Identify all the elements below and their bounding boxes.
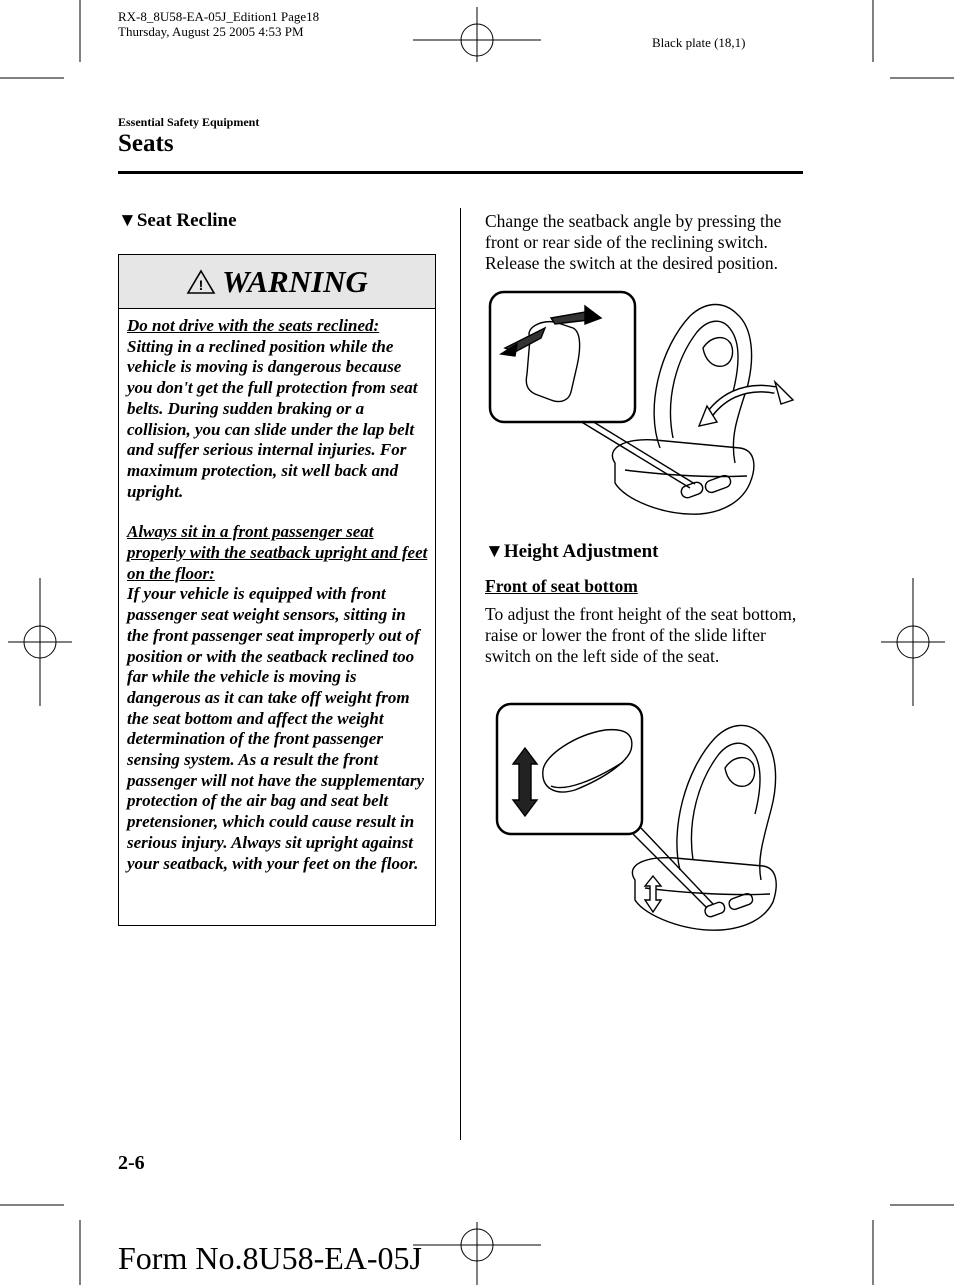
- warning-p2-title: Always sit in a front passenger seat properly with the seatback upright and feet on the floor:: [127, 522, 428, 583]
- plate-label: Black plate (18,1): [652, 35, 746, 50]
- warning-triangle-icon: [186, 269, 216, 295]
- warning-p2-body: If your vehicle is equipped with front passenger seat weight sensors, sitting in the front passenger seat improperly out of position or with the seatback reclined too far while the vehicle is moving is dangerous as it can take off weight from the seat bottom and affect the weight determination of the front passenger sensing system. As a result the front passenger will not have the supplementary protection of the air bag and seat belt pretensioner, which could cause result in serious injury. Always sit upright against your seatback, with your feet on the floor.: [127, 584, 425, 873]
- print-job-info: [118, 9, 319, 39]
- warning-p1-body: Sitting in a reclined position while the vehicle is moving is dangerous because you don't get the full protection from seat belts. During sudden braking or a collision, you can slide under the lap belt and suffer serious internal injuries. For maximum protection, sit well back and upright.: [127, 336, 418, 501]
- warning-title: WARNING: [222, 263, 368, 299]
- height-instructions: To adjust the front height of the seat bottom, raise or lower the front of the slide lifter switch on the left side of the seat.: [485, 604, 797, 666]
- page-title: Seats: [118, 130, 174, 157]
- warning-box: [118, 254, 436, 926]
- warning-header: [119, 255, 435, 309]
- svg-text:!: !: [198, 276, 204, 293]
- seat-recline-heading: [118, 210, 237, 232]
- page-number: 2-6: [118, 1152, 145, 1174]
- section-category: Essential Safety Equipment: [118, 115, 260, 129]
- warning-body: [119, 309, 435, 874]
- front-seat-bottom-subheading: Front of seat bottom: [485, 576, 638, 596]
- triangle-marker-icon: ▼: [485, 541, 504, 562]
- seat-recline-illustration: [485, 288, 805, 520]
- print-job-line1: RX-8_8U58-EA-05J_Edition1 Page18: [118, 9, 320, 24]
- recline-instructions: Change the seatback angle by pressing the front or rear side of the reclining switch. Release the switch at the desired position.: [485, 211, 782, 273]
- warning-paragraph-1: [127, 316, 428, 502]
- height-adjustment-heading: [485, 541, 658, 563]
- form-number: Form No.8U58-EA-05J: [118, 1240, 422, 1276]
- warning-paragraph-2: [127, 522, 428, 874]
- triangle-marker-icon: ▼: [118, 210, 137, 231]
- print-job-line2: Thursday, August 25 2005 4:53 PM: [118, 24, 304, 39]
- seat-height-illustration: [495, 700, 795, 936]
- seat-recline-heading-text: Seat Recline: [136, 210, 237, 231]
- warning-p1-title: Do not drive with the seats reclined:: [127, 316, 380, 335]
- height-adjustment-heading-text: Height Adjustment: [503, 541, 659, 562]
- column-divider: [460, 208, 461, 1140]
- title-rule: [118, 171, 803, 174]
